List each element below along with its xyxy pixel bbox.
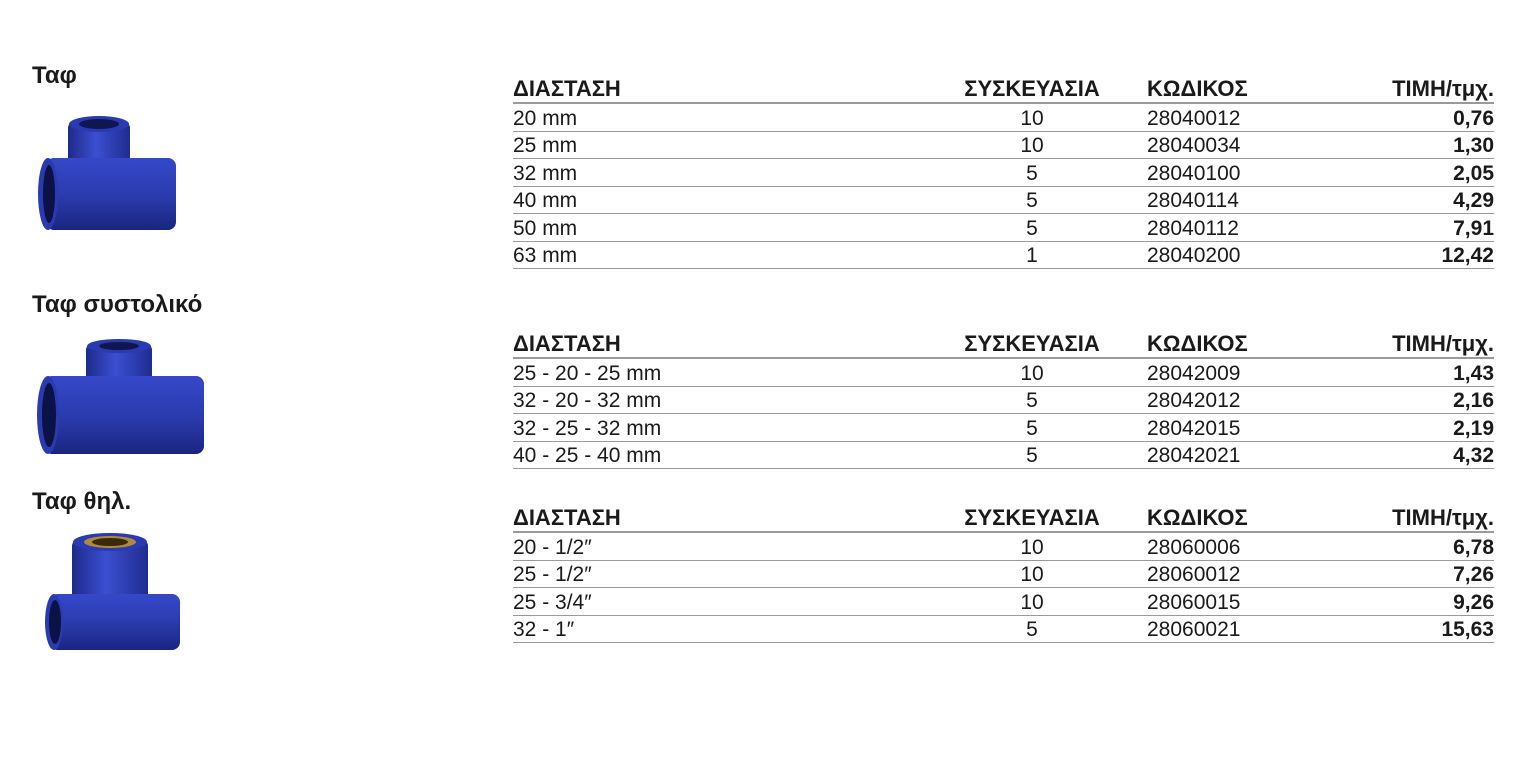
cell-code: 28042021 xyxy=(1147,444,1241,467)
cell-code: 28040200 xyxy=(1147,244,1241,267)
table-row xyxy=(513,533,1494,561)
cell-packaging: 5 xyxy=(1026,389,1038,412)
tee-fitting-image xyxy=(32,114,180,236)
cell-dimension: 20 mm xyxy=(513,106,578,130)
cell-code: 28060015 xyxy=(1147,590,1241,614)
table-header xyxy=(513,72,1494,104)
cell-packaging: 10 xyxy=(1020,134,1044,157)
cell-price: 0,76 xyxy=(1453,106,1494,130)
cell-dimension: 32 mm xyxy=(513,161,578,185)
cell-dimension: 32 - 20 - 32 mm xyxy=(513,389,662,412)
cell-dimension: 63 mm xyxy=(513,244,578,267)
cell-packaging: 10 xyxy=(1020,361,1044,385)
cell-price: 7,26 xyxy=(1453,563,1494,586)
cell-code: 28042012 xyxy=(1147,389,1241,412)
table-row xyxy=(513,442,1494,470)
cell-code: 28042015 xyxy=(1147,416,1241,440)
header-dimension: ΔΙΑΣΤΑΣΗ xyxy=(513,505,621,530)
cell-code: 28040114 xyxy=(1147,189,1239,212)
cell-price: 1,30 xyxy=(1453,134,1494,157)
cell-packaging: 5 xyxy=(1026,618,1038,641)
cell-price: 6,78 xyxy=(1453,535,1494,559)
section-title-reducing-tee: Ταφ συστολικό xyxy=(32,291,203,318)
cell-price: 1,43 xyxy=(1453,361,1494,385)
table-header xyxy=(513,327,1494,359)
cell-packaging: 5 xyxy=(1026,216,1038,240)
header-dimension: ΔΙΑΣΤΑΣΗ xyxy=(513,331,621,356)
table-row xyxy=(513,561,1494,589)
cell-packaging: 10 xyxy=(1020,563,1044,586)
cell-price: 4,32 xyxy=(1453,444,1494,467)
price-table-female-tee xyxy=(513,501,1494,643)
cell-packaging: 5 xyxy=(1026,444,1038,467)
cell-dimension: 32 - 25 - 32 mm xyxy=(513,416,662,440)
table-row xyxy=(513,187,1494,215)
cell-price: 15,63 xyxy=(1441,618,1494,641)
header-packaging: ΣΥΣΚΕΥΑΣΙΑ xyxy=(964,505,1100,530)
cell-price: 9,26 xyxy=(1453,590,1494,614)
cell-dimension: 20 - 1/2″ xyxy=(513,535,592,559)
cell-dimension: 25 - 1/2″ xyxy=(513,563,592,586)
reducing-tee-fitting-image xyxy=(36,338,208,458)
header-packaging: ΣΥΣΚΕΥΑΣΙΑ xyxy=(964,331,1100,356)
cell-code: 28060006 xyxy=(1147,535,1241,559)
price-table-reducing-tee xyxy=(513,327,1494,469)
cell-code: 28060021 xyxy=(1147,618,1241,641)
cell-code: 28040012 xyxy=(1147,106,1241,130)
section-title-female-tee: Ταφ θηλ. xyxy=(32,488,132,515)
cell-packaging: 5 xyxy=(1026,416,1038,440)
header-price: ΤΙΜΗ/τμχ. xyxy=(1392,331,1494,356)
header-code: ΚΩΔΙΚΟΣ xyxy=(1147,76,1248,101)
cell-packaging: 5 xyxy=(1026,161,1038,185)
table-row xyxy=(513,359,1494,387)
table-row xyxy=(513,132,1494,160)
cell-dimension: 25 mm xyxy=(513,134,578,157)
table-row xyxy=(513,387,1494,415)
table-row xyxy=(513,214,1494,242)
cell-price: 7,91 xyxy=(1453,216,1494,240)
header-price: ΤΙΜΗ/τμχ. xyxy=(1392,76,1494,101)
cell-packaging: 1 xyxy=(1026,244,1038,267)
header-code: ΚΩΔΙΚΟΣ xyxy=(1147,331,1248,356)
header-packaging: ΣΥΣΚΕΥΑΣΙΑ xyxy=(964,76,1100,101)
cell-code: 28040034 xyxy=(1147,134,1241,157)
cell-packaging: 10 xyxy=(1020,590,1044,614)
cell-dimension: 40 - 25 - 40 mm xyxy=(513,444,662,467)
header-code: ΚΩΔΙΚΟΣ xyxy=(1147,505,1248,530)
cell-price: 12,42 xyxy=(1441,244,1494,267)
cell-dimension: 50 mm xyxy=(513,216,578,240)
cell-price: 4,29 xyxy=(1453,189,1494,212)
table-row xyxy=(513,588,1494,616)
cell-price: 2,16 xyxy=(1453,389,1494,412)
header-dimension: ΔΙΑΣΤΑΣΗ xyxy=(513,76,621,101)
cell-dimension: 25 - 3/4″ xyxy=(513,590,592,614)
cell-code: 28040100 xyxy=(1147,161,1241,185)
female-tee-fitting-image xyxy=(44,532,184,654)
cell-packaging: 10 xyxy=(1020,535,1044,559)
cell-dimension: 25 - 20 - 25 mm xyxy=(513,361,662,385)
header-price: ΤΙΜΗ/τμχ. xyxy=(1392,505,1494,530)
cell-packaging: 5 xyxy=(1026,189,1038,212)
cell-packaging: 10 xyxy=(1020,106,1044,130)
table-row xyxy=(513,242,1494,270)
price-table-tee xyxy=(513,72,1494,269)
table-row xyxy=(513,414,1494,442)
table-row xyxy=(513,159,1494,187)
table-row xyxy=(513,616,1494,644)
cell-dimension: 40 mm xyxy=(513,189,578,212)
cell-code: 28060012 xyxy=(1147,563,1241,586)
table-row xyxy=(513,104,1494,132)
cell-price: 2,05 xyxy=(1453,161,1494,185)
cell-price: 2,19 xyxy=(1453,416,1494,440)
cell-dimension: 32 - 1″ xyxy=(513,618,575,641)
cell-code: 28042009 xyxy=(1147,361,1241,385)
table-header xyxy=(513,501,1494,533)
section-title-tee: Ταφ xyxy=(32,62,77,89)
cell-code: 28040112 xyxy=(1147,216,1239,240)
